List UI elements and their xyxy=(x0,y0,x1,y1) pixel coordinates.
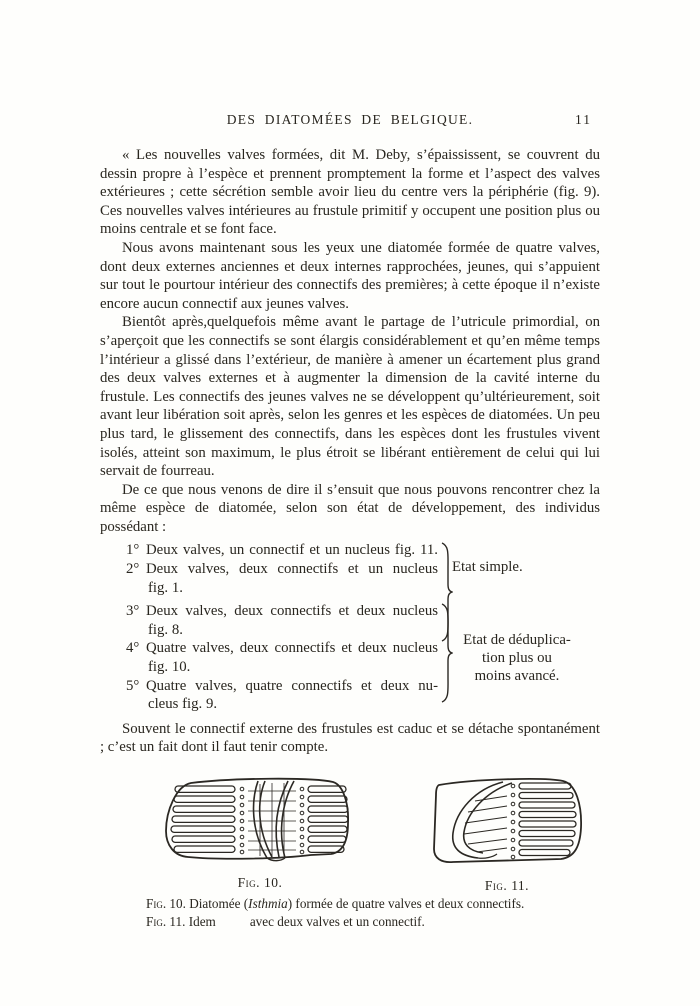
figure-11 xyxy=(422,773,592,895)
paragraph-4-list-intro: De ce que nous venons de dire il s’ensuit que nous pouvons rencontrer chez la même espèce de diatomée, selon son état de développement, des individus possédant : xyxy=(100,481,600,535)
page-content xyxy=(100,112,600,930)
list-item xyxy=(126,639,438,676)
item-marker: 3° xyxy=(126,603,140,620)
item-text-continued: fig. 1. xyxy=(148,579,183,596)
paragraph-3: Bientôt après,quelquefois même avant le partage de l’utricule primordial, on s’aperçoit que les connectifs se sont élargis considérablement et qu’en même temps l’intérieur a glissé dans l’extérieur, de manière à amener un écartement plus grand des deux valves externes et à augmenter la dimension de la cavité interne du frustule. Les connectifs des jeunes valves ne se développent qu’ultérieurement, soit avant leur libération soit après, selon les genres et les espèces de diatomées. Un peu plus tard, le glissement des connectifs, dans les espèces dont les frustules vivent isolés, atteint son maximum, le plus étroit se libérant entièrement de celui qui lui servait de fourreau. xyxy=(100,314,600,480)
fig11-diatom-illustration xyxy=(423,773,591,870)
list-group-items xyxy=(126,541,438,597)
item-text: Quatre valves, deux connectifs et deux nucleus xyxy=(146,640,438,657)
page-header xyxy=(100,112,600,132)
list-group-deduplication-state xyxy=(100,602,600,714)
body-text xyxy=(100,146,600,930)
figure-11-label: Fig. 11. xyxy=(484,877,530,893)
list-item xyxy=(126,602,438,639)
figure-10-label: Fig. 10. xyxy=(237,874,283,890)
list-group-simple-state xyxy=(100,541,600,597)
paragraph-2: Nous avons maintenant sous les yeux une diatomée formée de quatre valves, dont deux externes anciennes et deux internes rapprochées, jeunes, qui s’appuient sur tout le pourtour intérieur des connectifs des premières; à cette époque il n’existe encore aucun connectif aux jeunes valves. xyxy=(100,239,600,312)
caption-fig11: Fig. 11. Idem avec deux valves et un connectif. xyxy=(146,913,425,929)
item-marker: 4° xyxy=(126,640,140,657)
caption-fig10: Fig. 10. Diatomée (Isthmia) formée de quatre valves et deux connectifs. xyxy=(146,896,525,911)
item-text-continued: cleus fig. 9. xyxy=(148,696,218,713)
figure-10 xyxy=(160,773,360,892)
list-item xyxy=(126,541,438,560)
fig10-diatom-illustration xyxy=(161,773,359,867)
page-number: 11 xyxy=(575,112,592,127)
item-text-continued: fig. 10. xyxy=(148,659,191,676)
group-label-deduplication-state: Etat de déduplica- tion plus ou moins avancé. xyxy=(463,632,571,685)
item-text: Deux valves, deux connectifs et un nucleus xyxy=(146,561,438,578)
list-item xyxy=(126,677,438,714)
item-marker: 2° xyxy=(126,561,140,578)
list-item xyxy=(126,560,438,597)
group-label-simple-state: Etat simple. xyxy=(452,559,523,576)
figure-row xyxy=(100,773,600,891)
item-text: Deux valves, deux connectifs et deux nucleus xyxy=(146,603,438,620)
item-text: Quatre valves, quatre connectifs et deux nu- xyxy=(146,677,438,694)
running-title: DES DIATOMÉES DE BELGIQUE. xyxy=(226,112,474,127)
development-states-list xyxy=(100,541,600,713)
item-text: Deux valves, un connectif et un nucleus fig. 11. xyxy=(146,542,438,559)
paragraph-1: « Les nouvelles valves formées, dit M. Deby, s’épaississent, se couvrent du dessin propre à l’espèce et prennent promptement la forme et l’aspect des valves extérieures ; cette sécrétion semble avoir lieu du centre vers la périphérie (fig. 9). Ces nouvelles valves intérieures au frustule primitif y occupent une position plus ou moins centrale et se font face. xyxy=(100,147,600,238)
item-marker: 1° xyxy=(126,542,140,559)
item-text-continued: fig. 8. xyxy=(148,621,183,638)
figure-captions xyxy=(146,895,600,930)
paragraph-5: Souvent le connectif externe des frustules est caduc et se détache spontanément ; c’est un fait dont il faut tenir compte. xyxy=(100,720,600,756)
list-group-items xyxy=(126,602,438,714)
item-marker: 5° xyxy=(126,677,140,694)
